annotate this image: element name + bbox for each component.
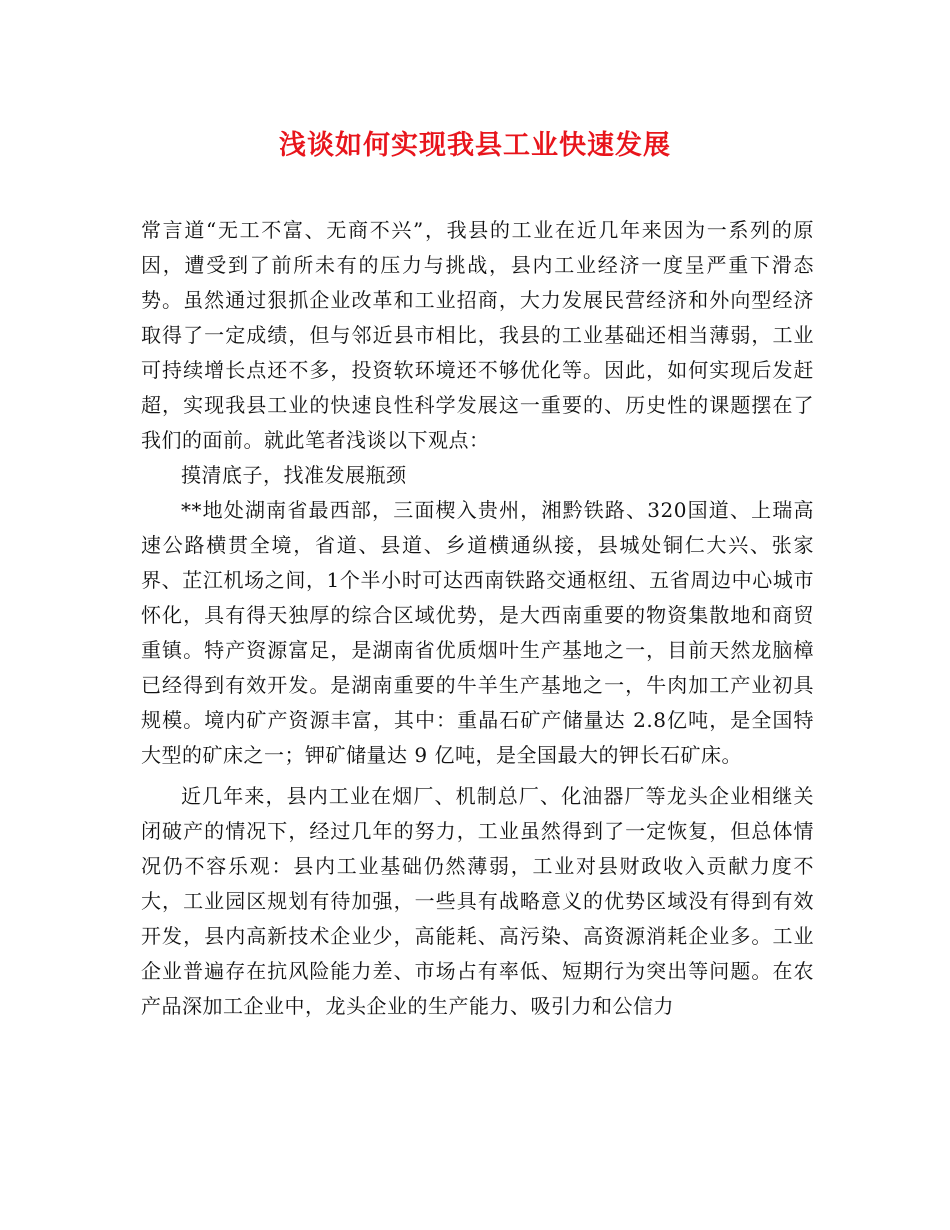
document-body <box>141 213 814 1024</box>
paragraph-overview: **地处湖南省最西部，三面楔入贵州，湘黔铁路、320国道、上瑞高速公路横贯全境，省道、县道、乡道横通纵接，县城处铜仁大兴、张家界、芷江机场之间，1个半小时可达西南铁路交通枢纽、五省周边中心城市怀化，具有得天独厚的综合区域优势，是大西南重要的物资集散地和商贸重镇。特产资源富足，是湖南省优质烟叶生产基地之一，目前天然龙脑樟已经得到有效开发。是湖南重要的牛羊生产基地之一，牛肉加工产业初具规模。境内矿产资源丰富，其中：重晶石矿产储量达 2.8亿吨，是全国特大型的矿床之一；钾矿储量达 9 亿吨，是全国最大的钾长石矿床。 <box>141 498 814 767</box>
section-heading: 摸清底子，找准发展瓶颈 <box>181 463 407 487</box>
paragraph-intro: 常言道“无工不富、无商不兴”，我县的工业在近几年来因为一系列的原因，遭受到了前所未有的压力与挑战，县内工业经济一度呈严重下滑态势。虽然通过狠抓企业改革和工业招商，大力发展民营经济和外向型经济取得了一定成绩，但与邻近县市相比，我县的工业基础还相当薄弱，工业可持续增长点还不多，投资软环境还不够优化等。因此，如何实现后发赶超，实现我县工业的快速良性科学发展这一重要的、历史性的课题摆在了我们的面前。就此笔者浅谈以下观点： <box>141 218 814 452</box>
document-title: 浅谈如何实现我县工业快速发展 <box>279 130 671 161</box>
paragraph-status: 近几年来，县内工业在烟厂、机制总厂、化油器厂等龙头企业相继关闭破产的情况下，经过几年的努力，工业虽然得到了一定恢复，但总体情况仍不容乐观：县内工业基础仍然薄弱，工业对县财政收入贡献力度不大，工业园区规划有待加强，一些具有战略意义的优势区域没有得到有效开发，县内高新技术企业少，高能耗、高污染、高资源消耗企业多。工业企业普遍存在抗风险能力差、市场占有率低、短期行为突出等问题。在农产品深加工企业中，龙头企业的生产能力、吸引力和公信力 <box>141 784 814 1018</box>
